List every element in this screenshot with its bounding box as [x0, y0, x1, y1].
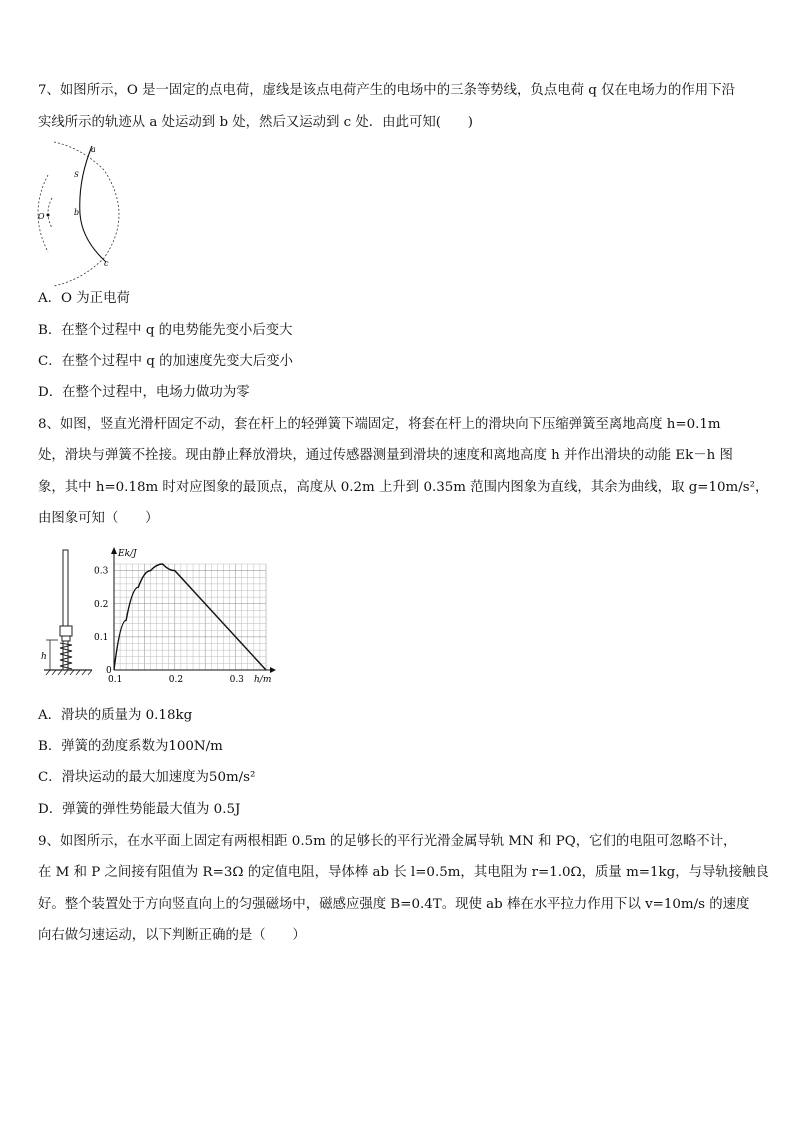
q8-stem-line-1: 8、如图，竖直光滑杆固定不动，套在杆上的轻弹簧下端固定，将套在杆上的滑块向下压缩弹簧至离地高度 h=0.1m: [38, 417, 721, 432]
x-axis-arrow: [270, 667, 276, 673]
q8-option-b: B．弹簧的劲度系数为100N/m: [38, 739, 223, 754]
q7-stem-line-2: 实线所示的轨迹从 a 处运动到 b 处，然后又运动到 c 处．由此可知( ): [38, 115, 473, 130]
chart-grid: [114, 564, 266, 670]
ek-h-chart: [90, 544, 280, 684]
y-axis-arrow: [111, 547, 117, 554]
spring-rod-figure: [36, 548, 96, 678]
charge-o-dot: [47, 214, 50, 217]
label-s: S: [74, 171, 79, 179]
label-o: O: [38, 212, 45, 221]
x-tick-label: 0.2: [168, 675, 184, 684]
q8-stem-line-4: 由图象可知（ ）: [38, 511, 159, 526]
slider-base: [62, 636, 70, 641]
equipotential-outer: [54, 142, 119, 286]
y-tick-label: 0.2: [94, 599, 109, 610]
label-c: c: [104, 259, 109, 268]
y-tick-label: 0: [106, 666, 112, 676]
label-a: a: [91, 145, 96, 154]
label-b: b: [74, 208, 80, 217]
q8-stem-line-2: 处，滑块与弹簧不拴接。现由静止释放滑块，通过传感器测量到滑块的速度和离地高度 h 并作出滑块的动能 Ek－h 图: [38, 448, 733, 463]
q9-stem-line-3: 好。整个装置处于方向竖直向上的匀强磁场中，磁感应强度 B=0.4T。现使 ab 棒在水平拉力作用下以 v=10m/s 的速度: [38, 897, 750, 912]
q8-option-a: A．滑块的质量为 0.18kg: [38, 708, 193, 723]
q8-option-d: D．弹簧的弹性势能最大值为 0.5J: [38, 802, 241, 817]
x-tick-label: 0.3: [229, 675, 244, 684]
q7-field-figure: [34, 140, 134, 290]
q9-stem-line-2: 在 M 和 P 之间接有阻值为 R=3Ω 的定值电阻，导体棒 ab 长 l=0.5m，其电阻为 r=1.0Ω，质量 m=1kg，与导轨接触良: [38, 865, 769, 880]
tick-labels: [94, 567, 244, 684]
y-axis-label: Ek/J: [118, 549, 137, 559]
slider-block: [60, 626, 72, 636]
x-tick-label: 0.1: [108, 675, 123, 684]
height-label: h: [41, 652, 47, 662]
q9-stem-line-4: 向右做匀速运动，以下判断正确的是（ ）: [38, 928, 306, 943]
equipotential-inner: [48, 198, 52, 228]
q7-option-b: B．在整个过程中 q 的电势能先变小后变大: [38, 323, 293, 338]
q7-stem-line-1: 7、如图所示，O 是一固定的点电荷，虚线是该点电荷产生的电场中的三条等势线，负点电荷 q 仅在电场力的作用下沿: [38, 83, 735, 98]
q7-option-c: C．在整个过程中 q 的加速度先变大后变小: [38, 354, 293, 369]
y-tick-label: 0.1: [94, 632, 109, 643]
q8-stem-line-3: 象，其中 h=0.18m 时对应图象的最顶点，高度从 0.2m 上升到 0.35m 范围内图象为直线，其余为曲线，取 g=10m/s²，: [38, 480, 769, 495]
q7-option-a: A．O 为正电荷: [38, 291, 130, 306]
x-axis-label: h/m: [254, 675, 272, 684]
q8-option-c: C．滑块运动的最大加速度为50m/s²: [38, 770, 256, 785]
trajectory-curve: [80, 146, 106, 262]
q9-stem-line-1: 9、如图所示，在水平面上固定有两根相距 0.5m 的足够长的平行光滑金属导轨 MN 和 PQ，它们的电阻可忽略不计，: [38, 834, 737, 849]
y-tick-label: 0.3: [94, 566, 109, 577]
q7-option-d: D．在整个过程中，电场力做功为零: [38, 385, 250, 400]
ground-hatching: [46, 670, 92, 675]
